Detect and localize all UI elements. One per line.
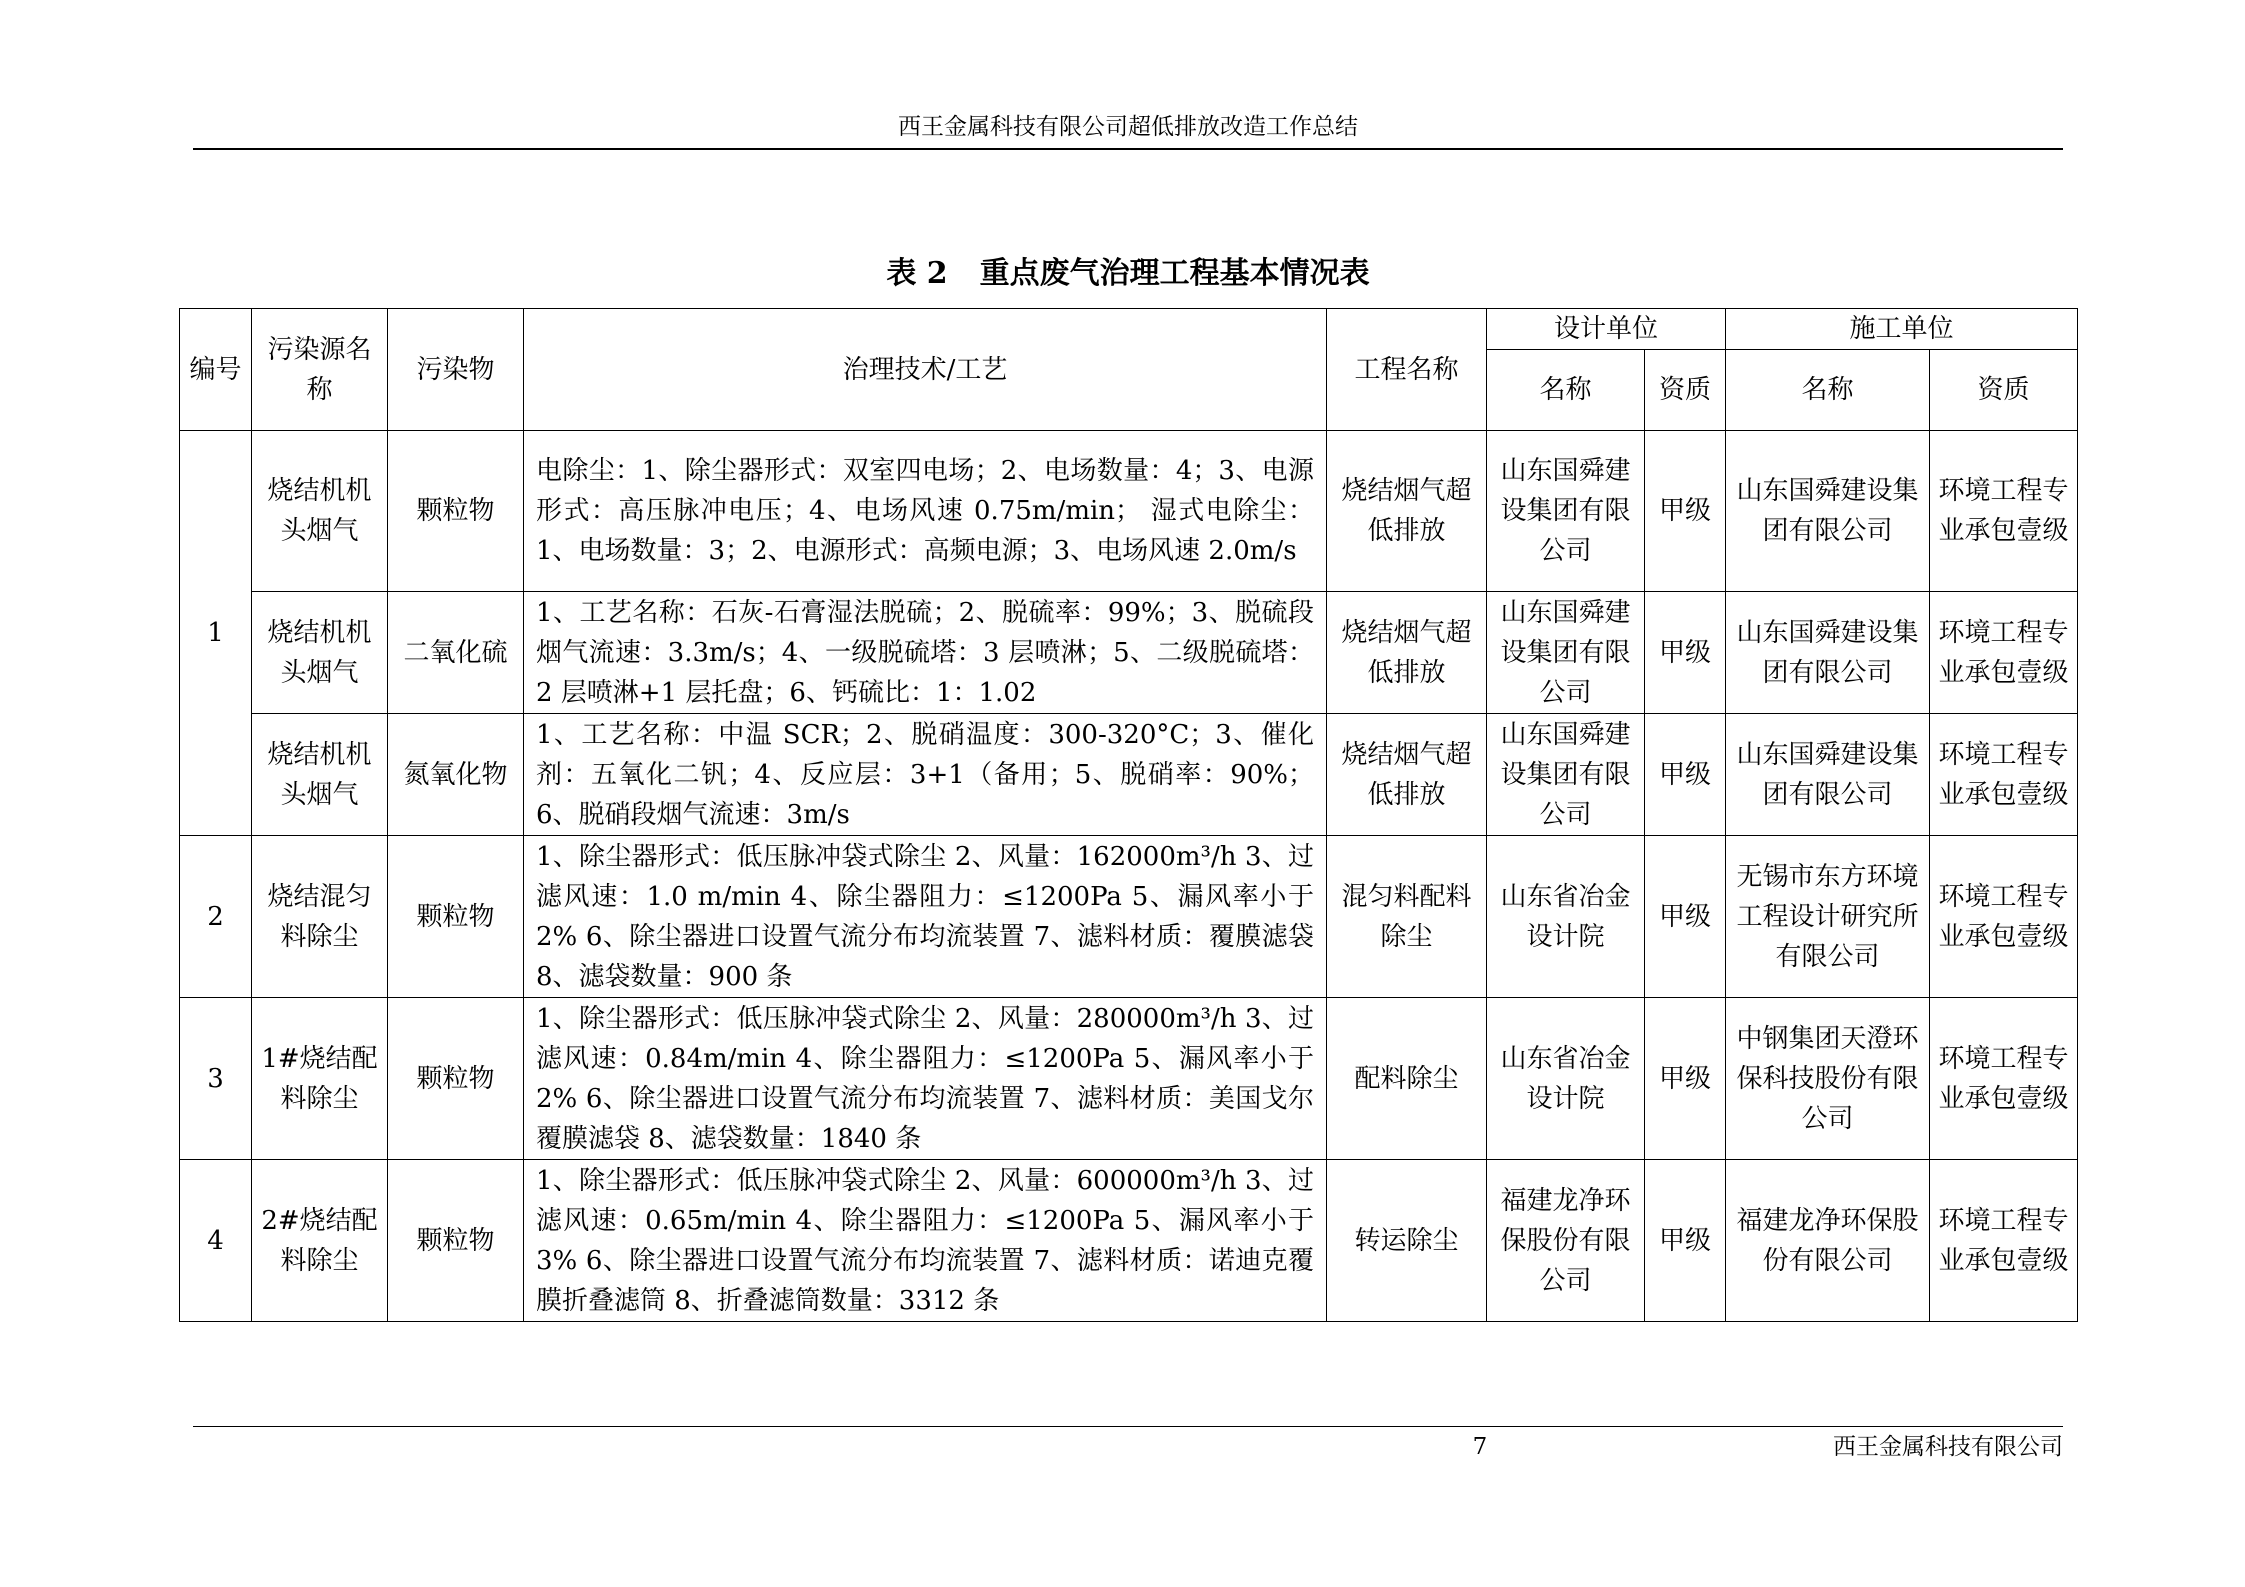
cell-tech: 1、工艺名称：中温 SCR；2、脱硝温度：300-320°C；3、催化剂：五氧化二钒；4、反应层：3+1（备用；5、脱硝率：90%；6、脱硝段烟气流速：3m/s — [524, 714, 1327, 836]
cell-pollutant: 颗粒物 — [388, 431, 524, 592]
cell-design-name: 福建龙净环保股份有限公司 — [1487, 1160, 1645, 1322]
pollution-control-table — [179, 308, 2078, 1322]
col-header-build-name: 名称 — [1726, 350, 1930, 431]
cell-no: 3 — [180, 998, 252, 1160]
table-row — [180, 998, 2078, 1160]
table-row — [180, 714, 2078, 836]
table-row — [180, 836, 2078, 998]
col-header-design-qual: 资质 — [1645, 350, 1726, 431]
table-caption: 重点废气治理工程基本情况表 — [979, 256, 1370, 291]
cell-design-name: 山东国舜建设集团有限公司 — [1487, 431, 1645, 592]
cell-design-qual: 甲级 — [1645, 836, 1726, 998]
cell-tech: 1、工艺名称：石灰-石膏湿法脱硫；2、脱硫率：99%；3、脱硫段烟气流速：3.3m/s；4、一级脱硫塔：3 层喷淋；5、二级脱硫塔：2 层喷淋+1 层托盘；6、钙硫比：1：1.02 — [524, 592, 1327, 714]
cell-source: 烧结机机头烟气 — [252, 714, 388, 836]
cell-pollutant: 氮氧化物 — [388, 714, 524, 836]
cell-build-qual: 环境工程专业承包壹级 — [1930, 714, 2078, 836]
page-number: 7 — [1472, 1434, 1488, 1460]
cell-build-qual: 环境工程专业承包壹级 — [1930, 1160, 2078, 1322]
cell-source: 烧结机机头烟气 — [252, 431, 388, 592]
cell-build-qual: 环境工程专业承包壹级 — [1930, 836, 2078, 998]
cell-no: 2 — [180, 836, 252, 998]
cell-source: 烧结混匀料除尘 — [252, 836, 388, 998]
cell-build-name: 中钢集团天澄环保科技股份有限公司 — [1726, 998, 1930, 1160]
cell-pollutant: 颗粒物 — [388, 836, 524, 998]
cell-build-name: 山东国舜建设集团有限公司 — [1726, 431, 1930, 592]
cell-no: 4 — [180, 1160, 252, 1322]
cell-build-name: 无锡市东方环境工程设计研究所有限公司 — [1726, 836, 1930, 998]
cell-pollutant: 颗粒物 — [388, 998, 524, 1160]
cell-project: 混匀料配料除尘 — [1327, 836, 1487, 998]
col-header-project: 工程名称 — [1327, 309, 1487, 431]
cell-no: 1 — [180, 431, 252, 836]
cell-design-qual: 甲级 — [1645, 998, 1726, 1160]
cell-design-qual: 甲级 — [1645, 1160, 1726, 1322]
cell-design-qual: 甲级 — [1645, 714, 1726, 836]
cell-build-qual: 环境工程专业承包壹级 — [1930, 998, 2078, 1160]
cell-tech: 电除尘：1、除尘器形式：双室四电场；2、电场数量：4；3、电源形式：高压脉冲电压；4、电场风速 0.75m/min； 湿式电除尘： 1、电场数量：3；2、电源形式：高频电源；3、电场风速 2.0m/s — [524, 431, 1327, 592]
footer-rule — [193, 1426, 2063, 1427]
col-header-source: 污染源名称 — [252, 309, 388, 431]
cell-design-name: 山东国舜建设集团有限公司 — [1487, 714, 1645, 836]
cell-design-name: 山东国舜建设集团有限公司 — [1487, 592, 1645, 714]
col-header-design-unit: 设计单位 — [1487, 309, 1726, 350]
page-header: 西王金属科技有限公司超低排放改造工作总结 — [898, 114, 1358, 140]
col-header-no: 编号 — [180, 309, 252, 431]
col-header-tech: 治理技术/工艺 — [524, 309, 1327, 431]
cell-project: 烧结烟气超低排放 — [1327, 431, 1487, 592]
cell-tech: 1、除尘器形式：低压脉冲袋式除尘 2、风量：600000m³/h 3、过滤风速：0.65m/min 4、除尘器阻力：≤1200Pa 5、漏风率小于 3% 6、除尘器进口设置气流分布均流装置 7、滤料材质：诺迪克覆膜折叠滤筒 8、折叠滤筒数量：3312 条 — [524, 1160, 1327, 1322]
col-header-design-name: 名称 — [1487, 350, 1645, 431]
col-header-construction-unit: 施工单位 — [1726, 309, 2078, 350]
cell-build-name: 山东国舜建设集团有限公司 — [1726, 714, 1930, 836]
cell-source: 2#烧结配料除尘 — [252, 1160, 388, 1322]
cell-tech: 1、除尘器形式：低压脉冲袋式除尘 2、风量：280000m³/h 3、过滤风速：0.84m/min 4、除尘器阻力：≤1200Pa 5、漏风率小于 2% 6、除尘器进口设置气流分布均流装置 7、滤料材质：美国戈尔覆膜滤袋 8、滤袋数量：1840 条 — [524, 998, 1327, 1160]
cell-design-qual: 甲级 — [1645, 431, 1726, 592]
cell-project: 配料除尘 — [1327, 998, 1487, 1160]
table-title — [179, 254, 2077, 294]
col-header-pollutant: 污染物 — [388, 309, 524, 431]
cell-design-qual: 甲级 — [1645, 592, 1726, 714]
cell-design-name: 山东省冶金设计院 — [1487, 836, 1645, 998]
col-header-build-qual: 资质 — [1930, 350, 2078, 431]
header-row-1 — [180, 309, 2078, 350]
cell-source: 1#烧结配料除尘 — [252, 998, 388, 1160]
table-number: 表 2 — [886, 256, 948, 291]
cell-project: 烧结烟气超低排放 — [1327, 592, 1487, 714]
cell-tech: 1、除尘器形式：低压脉冲袋式除尘 2、风量：162000m³/h 3、过滤风速：1.0 m/min 4、除尘器阻力：≤1200Pa 5、漏风率小于 2% 6、除尘器进口设置气流分布均流装置 7、滤料材质：覆膜滤袋 8、滤袋数量：900 条 — [524, 836, 1327, 998]
cell-build-name: 福建龙净环保股份有限公司 — [1726, 1160, 1930, 1322]
cell-build-name: 山东国舜建设集团有限公司 — [1726, 592, 1930, 714]
table-row — [180, 1160, 2078, 1322]
cell-project: 转运除尘 — [1327, 1160, 1487, 1322]
cell-pollutant: 颗粒物 — [388, 1160, 524, 1322]
table-row — [180, 431, 2078, 592]
table-row — [180, 592, 2078, 714]
cell-pollutant: 二氧化硫 — [388, 592, 524, 714]
header-rule — [193, 148, 2063, 150]
cell-build-qual: 环境工程专业承包壹级 — [1930, 592, 2078, 714]
cell-design-name: 山东省冶金设计院 — [1487, 998, 1645, 1160]
footer-company: 西王金属科技有限公司 — [1833, 1434, 2063, 1460]
cell-source: 烧结机机头烟气 — [252, 592, 388, 714]
cell-project: 烧结烟气超低排放 — [1327, 714, 1487, 836]
cell-build-qual: 环境工程专业承包壹级 — [1930, 431, 2078, 592]
